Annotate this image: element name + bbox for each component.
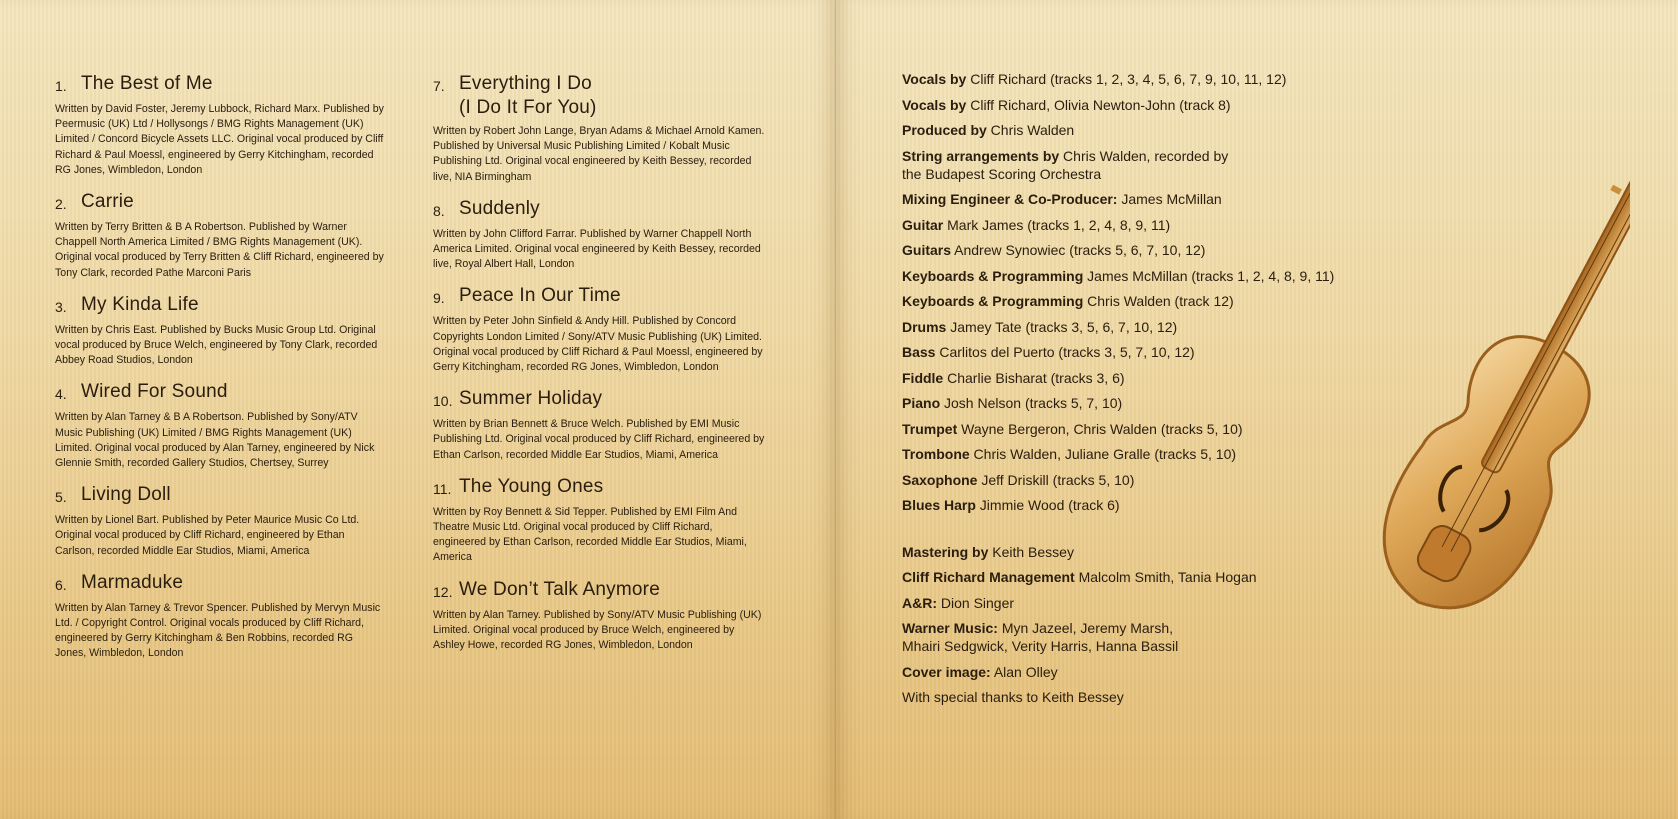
track-credits: Written by David Foster, Jeremy Lubbock, Richard Marx. Published by Peermusic (UK) Ltd / Hollysongs / BMG Rights Management (UK) Limited / Concord Bicycle Assets LLC. Original vocal produced by Cliff Richard & Paul Moessl, engineered by Gerry Kitchingham, recorded RG Jones, Wimbledon, London <box>55 103 384 176</box>
track-number: 8. <box>433 202 445 219</box>
track-title: The Young Ones <box>459 475 604 497</box>
credit-role: Cover image: <box>902 663 991 680</box>
track-entry <box>433 475 768 566</box>
credit-role: Produced by <box>902 122 987 138</box>
track-title: Carrie <box>81 191 134 213</box>
credit-role: Mastering by <box>902 543 989 560</box>
track-number: 3. <box>55 298 67 315</box>
track-credits: Written by Alan Tarney. Published by Sony/ATV Music Publishing (UK) Limited. Original vocal produced by Bruce Welch, engineered by Ashley Howe, recorded RG Jones, Wimbledon, London <box>433 608 762 652</box>
track-credits: Written by John Clifford Farrar. Published by Warner Chappell North America Limited. Original vocal engineered by Keith Bessey, recorded live, Royal Albert Hall, London <box>433 227 761 271</box>
track-title: Marmaduke <box>81 571 184 593</box>
credit-role: Trombone <box>902 446 970 462</box>
track-credits: Written by Chris East. Published by Bucks Music Group Ltd. Original vocal produced by Bruce Welch, engineered by Tony Clark, recorded Abbey Road Studios, London <box>55 323 378 367</box>
credit-value: Dion Singer <box>937 594 1015 611</box>
credit-value: Chris Walden <box>986 122 1075 138</box>
violin-illustration <box>1310 175 1630 695</box>
track-list-column-1 <box>55 72 385 674</box>
track-credits: Written by Terry Britten & B A Robertson. Published by Warner Chappell North America Limited / BMG Rights Management (UK). Original vocal produced by Terry Britten & Cliff Richard, engineered by Tony Clark, recorded Pathe Marconi Paris <box>55 221 384 279</box>
credit-value: Carlitos del Puerto (tracks 3, 5, 7, 10, 12) <box>935 344 1195 360</box>
credit-role: Guitar <box>902 216 944 233</box>
track-entry <box>55 72 385 178</box>
track-entry <box>55 190 385 281</box>
credit-role: Bass <box>902 344 936 360</box>
violin-body <box>1354 175 1630 637</box>
track-title: Suddenly <box>459 197 540 219</box>
credit-value: Chris Walden, recorded by <box>1059 147 1229 164</box>
credit-value: Chris Walden (track 12) <box>1083 293 1234 309</box>
credit-row <box>902 70 1462 88</box>
credit-value: With special thanks to Keith Bessey <box>902 689 1124 705</box>
credit-role: Saxophone <box>902 471 978 488</box>
track-entry <box>55 293 385 369</box>
track-heading <box>433 475 768 501</box>
credit-role: Warner Music: <box>902 620 998 636</box>
credit-value-line2: the Budapest Scoring Orchestra <box>902 165 1102 182</box>
track-credits: Written by Alan Tarney & B A Robertson. Published by Sony/ATV Music Publishing (UK) Limited / BMG Rights Management (UK) Limited. Original vocal produced by Alan Tarney, engineered by Nick Glennie Smith, recorded Gallery Studios, Chertsey, Surrey <box>55 411 375 470</box>
track-heading <box>433 197 768 223</box>
credit-role: Cliff Richard Management <box>902 569 1075 585</box>
track-heading <box>55 571 385 597</box>
track-credits: Written by Peter John Sinfield & Andy Hill. Published by Concord Copyrights London Limited / Sony/ATV Music Publishing (UK) Limited. Original vocal produced by Cliff Richard & Paul Moessl, engineered by Gerry Kitchingham, recorded RG Jones, Wimbledon, London <box>433 315 763 374</box>
track-credits: Written by Lionel Bart. Published by Peter Maurice Music Co Ltd. Original vocal produced by Cliff Richard, engineered by Ethan Carlson, recorded Middle Ear Studios, Miami, America <box>55 514 360 557</box>
track-heading <box>55 293 385 319</box>
track-heading <box>433 387 768 413</box>
track-title: Everything I Do <box>459 73 592 94</box>
track-heading <box>55 483 385 509</box>
credit-role: A&R: <box>902 594 937 611</box>
credit-role: Guitars <box>902 242 952 258</box>
credit-value: Myn Jazeel, Jeremy Marsh, <box>997 620 1174 636</box>
track-number: 1. <box>55 78 67 94</box>
credit-role: Trumpet <box>902 420 958 437</box>
track-credits: Written by Brian Bennett & Bruce Welch. Published by EMI Music Publishing Ltd. Original vocal produced by Cliff Richard, engineered by Ethan Carlson, recorded Middle Ear Studios, Miami, America <box>433 418 765 461</box>
track-title: Living Doll <box>81 484 171 506</box>
credit-value: Keith Bessey <box>988 543 1074 560</box>
track-number: 2. <box>55 196 67 213</box>
track-credits: Written by Roy Bennett & Sid Tepper. Published by EMI Film And Theatre Music Ltd. Original vocal produced by Cliff Richard, engineered by Ethan Carlson, recorded Middle Ear Studios, Miami, America <box>433 505 747 564</box>
track-entry <box>55 571 385 662</box>
credit-value: Charlie Bisharat (tracks 3, 6) <box>943 369 1125 386</box>
credit-row <box>902 121 1462 139</box>
track-number: 9. <box>433 290 445 307</box>
track-list-column-2 <box>433 72 768 665</box>
track-number: 5. <box>55 489 67 506</box>
track-heading <box>433 284 768 310</box>
track-title: My Kinda Life <box>81 293 199 315</box>
track-heading <box>55 190 385 216</box>
track-entry <box>433 284 768 375</box>
track-heading <box>433 578 768 604</box>
track-entry <box>433 197 768 273</box>
credit-value: Wayne Bergeron, Chris Walden (tracks 5, 10) <box>957 420 1243 437</box>
credit-value: Malcolm Smith, Tania Hogan <box>1074 569 1257 585</box>
track-title: We Don’t Talk Anymore <box>459 578 660 600</box>
track-number: 12. <box>433 583 453 600</box>
credit-value: Cliff Richard (tracks 1, 2, 3, 4, 5, 6, 7, 9, 10, 11, 12) <box>966 71 1287 87</box>
track-heading <box>55 72 385 98</box>
track-credits: Written by Alan Tarney & Trevor Spencer. Published by Mervyn Music Ltd. / Copyright Control. Original vocals produced by Cliff Richard, engineered by Gerry Kitchingham & Ben Robbins, recorded RG Jones, Wimbledon, London <box>55 601 381 660</box>
credit-value: James McMillan <box>1117 191 1222 207</box>
track-number: 4. <box>55 386 67 403</box>
credit-value: Andrew Synowiec (tracks 5, 6, 7, 10, 12) <box>951 242 1206 258</box>
track-number: 7. <box>433 78 445 94</box>
credit-role: Vocals by <box>902 71 967 87</box>
left-page <box>0 0 836 819</box>
track-entry <box>433 72 768 185</box>
credit-role: Keyboards & Programming <box>902 293 1084 309</box>
credit-row <box>902 96 1462 114</box>
credit-value: Alan Olley <box>990 663 1058 680</box>
credit-role: Blues Harp <box>902 497 976 513</box>
credit-value: James McMillan (tracks 1, 2, 4, 8, 9, 11) <box>1083 267 1335 284</box>
track-entry <box>55 380 385 471</box>
track-title: The Best of Me <box>81 73 213 94</box>
credit-value: Josh Nelson (tracks 5, 7, 10) <box>940 395 1123 411</box>
credit-value: Chris Walden, Juliane Gralle (tracks 5, 10) <box>969 446 1237 462</box>
credit-value: Jamey Tate (tracks 3, 5, 6, 7, 10, 12) <box>946 318 1178 335</box>
credit-value: Jimmie Wood (track 6) <box>975 497 1120 513</box>
track-heading <box>433 72 768 120</box>
track-number: 6. <box>55 576 67 593</box>
track-number: 11. <box>433 480 452 497</box>
credit-value: Cliff Richard, Olivia Newton-John (track 8) <box>966 96 1231 113</box>
credit-value: Mark James (tracks 1, 2, 4, 8, 9, 11) <box>943 216 1171 233</box>
track-heading <box>55 380 385 406</box>
credit-role: Vocals by <box>902 96 967 113</box>
credit-role: Mixing Engineer & Co-Producer: <box>902 191 1118 207</box>
credit-role: Keyboards & Programming <box>902 267 1084 284</box>
track-entry <box>433 387 768 463</box>
credit-role: Drums <box>902 318 947 335</box>
track-entry <box>433 578 768 654</box>
track-title-line2: (I Do It For You) <box>459 97 597 118</box>
track-title: Summer Holiday <box>459 388 603 410</box>
credit-role: String arrangements by <box>902 147 1060 164</box>
credit-value-line2: Mhairi Sedgwick, Verity Harris, Hanna Bassil <box>902 638 1179 654</box>
track-title: Wired For Sound <box>81 381 228 403</box>
credit-role: Fiddle <box>902 369 944 386</box>
credit-value: Jeff Driskill (tracks 5, 10) <box>977 471 1135 488</box>
track-title: Peace In Our Time <box>459 285 621 307</box>
credit-role: Piano <box>902 395 941 411</box>
track-number: 10. <box>433 393 453 410</box>
track-credits: Written by Robert John Lange, Bryan Adams & Michael Arnold Kamen. Published by Universal Music Publishing Limited / Kobalt Music Publishing Ltd. Original vocal engineered by Keith Bessey, recorded live, NIA Birmingham <box>433 125 765 183</box>
track-entry <box>55 483 385 559</box>
